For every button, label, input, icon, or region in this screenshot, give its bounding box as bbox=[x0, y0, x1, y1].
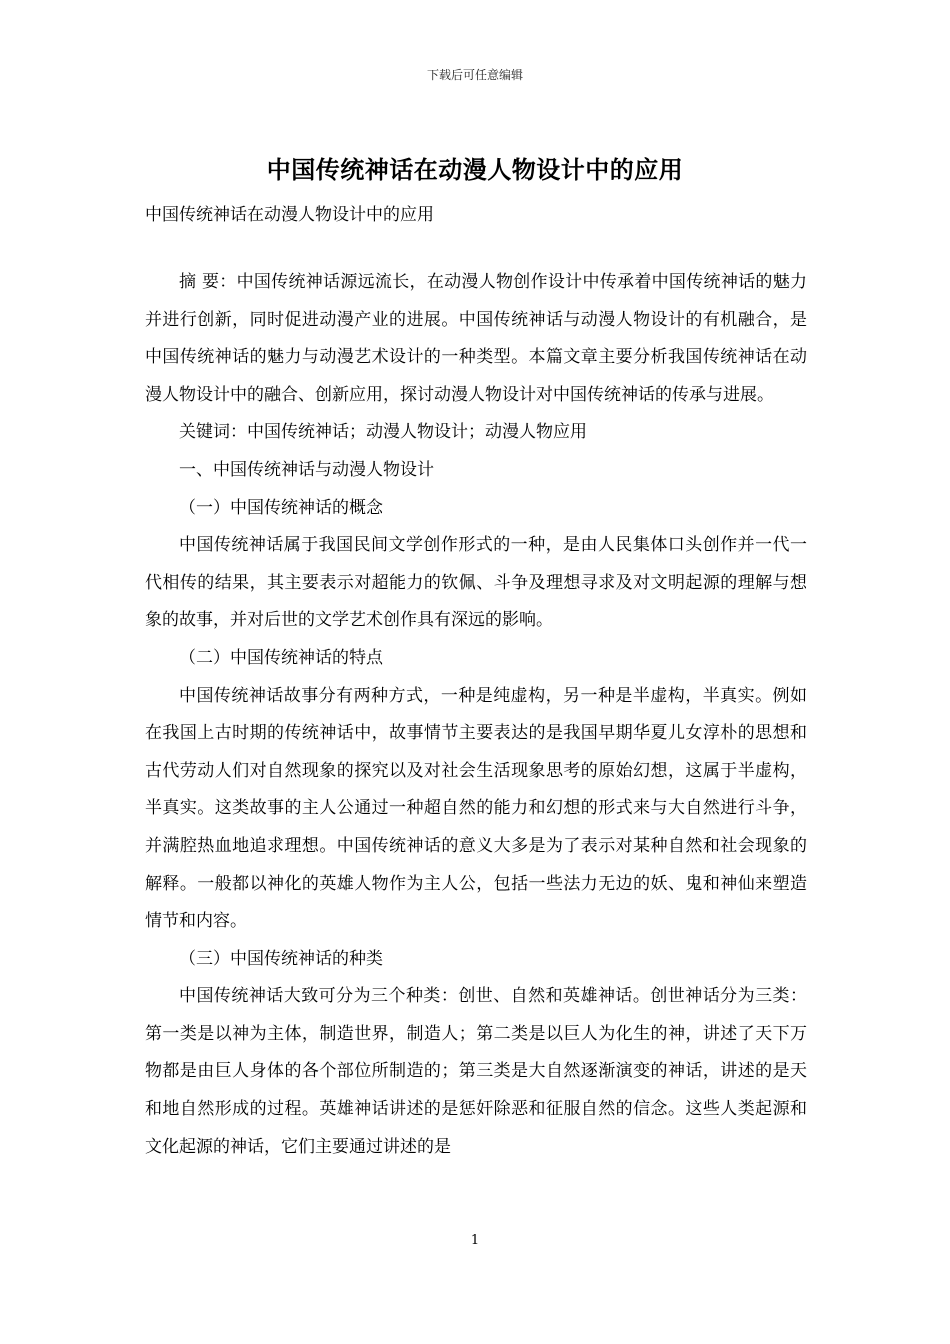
subsection-heading: （二）中国传统神话的特点 bbox=[179, 647, 383, 668]
section-heading: 一、中国传统神话与动漫人物设计 bbox=[179, 459, 434, 480]
document-title: 中国传统神话在动漫人物设计中的应用 bbox=[266, 155, 684, 184]
subsection-heading: （一）中国传统神话的概念 bbox=[179, 497, 383, 518]
abstract-paragraph: 摘 要：中国传统神话源远流长，在动漫人物创作设计中传承着中国传统神话的魅力并进行创新，同时促进动漫产业的进展。中国传统神话与动漫人物设计的有机融合，是中国传统神话的魅力与动漫艺术设计的一种类型。本篇文章主要分析我国传统神话在动漫人物设计中的融合、创新应用，探讨动漫人物设计对中国传统神话的传承与进展。 bbox=[145, 272, 807, 405]
keywords-paragraph: 关键词：中国传统神话；动漫人物设计；动漫人物应用 bbox=[179, 422, 587, 443]
body-paragraph: 中国传统神话属于我国民间文学创作形式的一种，是由人民集体口头创作并一代一代相传的结果，其主要表示对超能力的钦佩、斗争及理想寻求及对文明起源的理解与想象的故事，并对后世的文学艺术创作具有深远的影响。 bbox=[145, 535, 807, 631]
page-header: 下载后可任意编辑 bbox=[426, 68, 523, 82]
page-number: 1 bbox=[470, 1233, 480, 1248]
body-paragraph: 中国传统神话故事分有两种方式，一种是纯虚构，另一种是半虚构，半真实。例如在我国上古时期的传统神话中，故事情节主要表达的是我国早期华夏儿女淳朴的思想和古代劳动人们对自然现象的探究以及对社会生活现象思考的原始幻想，这属于半虚构，半真实。这类故事的主人公通过一种超自然的能力和幻想的形式来与大自然进行斗争，并满腔热血地追求理想。中国传统神话的意义大多是为了表示对某种自然和社会现象的解释。一般都以神化的英雄人物作为主人公，包括一些法力无边的妖、鬼和神仙来塑造情节和内容。 bbox=[145, 685, 807, 932]
body-paragraph: 中国传统神话大致可分为三个种类：创世、自然和英雄神话。创世神话分为三类：第一类是以神为主体，制造世界，制造人；第二类是以巨人为化生的神，讲述了天下万物都是由巨人身体的各个部位所制造的；第三类是大自然逐渐演变的神话，讲述的是天和地自然形成的过程。英雄神话讲述的是惩奸除恶和征服自然的信念。这些人类起源和文化起源的神话，它们主要通过讲述的是 bbox=[145, 986, 807, 1157]
document-subtitle: 中国传统神话在动漫人物设计中的应用 bbox=[145, 205, 434, 225]
subsection-heading: （三）中国传统神话的种类 bbox=[179, 948, 383, 969]
document-body bbox=[145, 264, 807, 1166]
